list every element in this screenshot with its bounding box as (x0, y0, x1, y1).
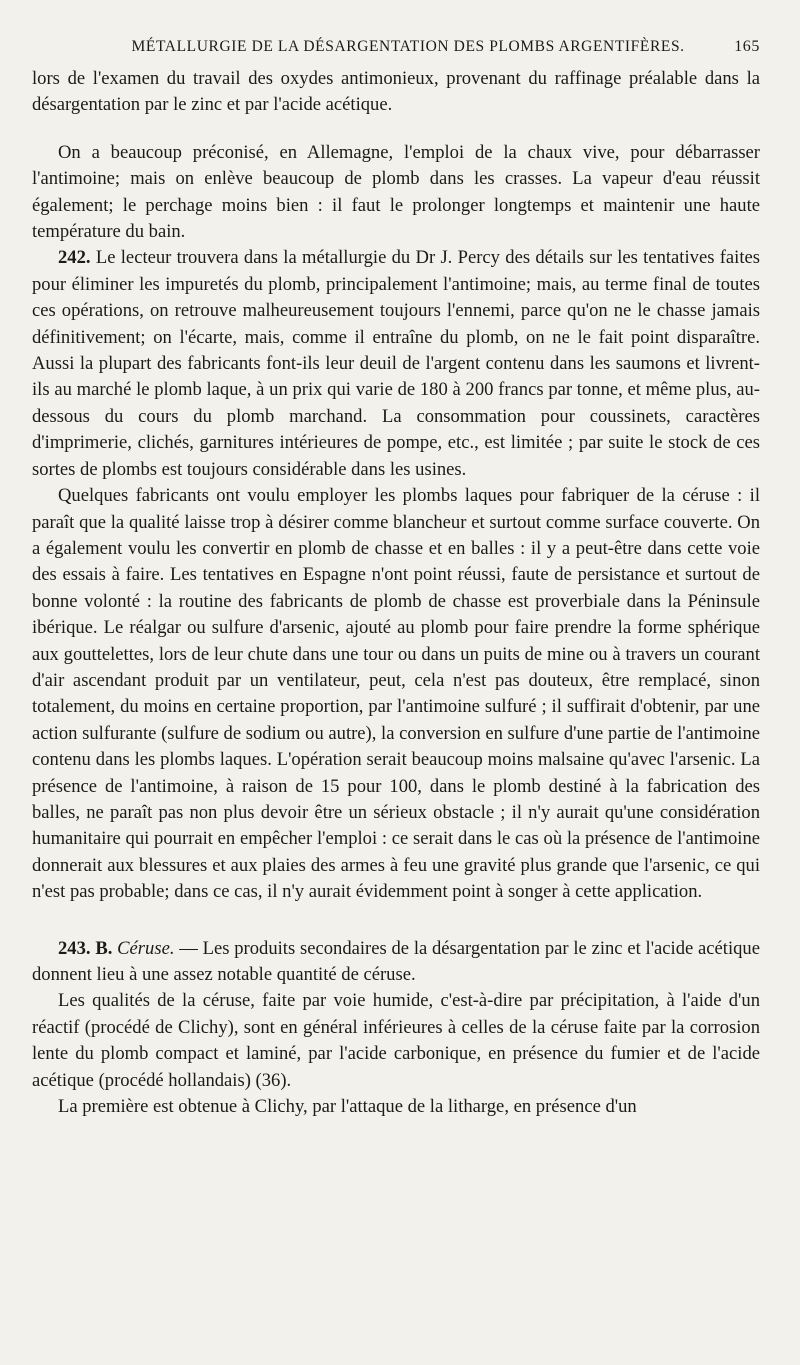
paragraph: On a beaucoup préconisé, en Allemagne, l'emploi de la chaux vive, pour débarrasser l'antimoine; mais on enlève beaucoup de plomb dans les crasses. La vapeur d'eau réussit également; le perchage moins bien : il faut le prolonger longtemps et maintenir une haute température du bain. (32, 141, 760, 243)
running-title: MÉTALLURGIE DE LA DÉSARGENTATION DES PLOMBS ARGENTIFÈRES. (131, 38, 685, 55)
text-body (32, 66, 760, 1120)
paragraph-243 (32, 936, 760, 989)
paragraph: Les qualités de la céruse, faite par voie humide, c'est-à-dire par précipitation, à l'aide d'un réactif (procédé de Clichy), sont en général inférieures à celles de la céruse faite par la corrosion lente du plomb compact et laminé, par l'acide carbonique, en présence du fumier et de l'acide acétique (procédé hollandais) (36). (32, 990, 760, 1091)
paragraph: lors de l'examen du travail des oxydes antimonieux, provenant du raffinage préalable dans la désargentation par le zinc et par l'acide acétique. (32, 68, 760, 116)
paragraph-242 (32, 245, 760, 483)
running-header (32, 38, 760, 56)
paragraph-text: Le lecteur trouvera dans la métallurgie du Dr J. Percy des détails sur les tentatives faites pour éliminer les impuretés du plomb, principalement l'antimoine; mais, au terme final de toutes ces opérations, on retrouve malheureusement toujours l'ennemi, parce qu'on ne le chasse jamais définitivement; on l'écarte, mais, comme il entraîne du plomb, on ne le fait point disparaître. Aussi la plupart des fabricants font-ils leur deuil de l'argent contenu dans les saumons et livrent-ils au marché le plomb laque, à un prix qui varie de 180 à 200 francs par tonne, et même plus, au-dessous du cours du plomb marchand. La consommation pour coussinets, caractères d'imprimerie, clichés, garnitures intérieures de pompe, etc., est limitée ; par suite le stock de ces sortes de plombs est toujours considérable dans les usines. (32, 247, 760, 480)
paragraph: Quelques fabricants ont voulu employer les plombs laques pour fabriquer de la céruse : il paraît que la qualité laisse trop à désirer comme blancheur et surtout comme surface couverte. On a également voulu les convertir en plomb de chasse et en balles : il y a peut-être dans cette voie des essais à faire. Les tentatives en Espagne n'ont point réussi, faute de persistance et surtout de bonne volonté : la routine des fabricants de plomb de chasse est proverbiale dans la Péninsule ibérique. Le réalgar ou sulfure d'arsenic, ajouté au plomb pour faire prendre la forme sphérique aux gouttelettes, lors de leur chute dans une tour ou dans un puits de mine ou à travers un courant d'air ascendant produit par un ventilateur, peut, cela n'est pas douteux, être remplacé, sinon totalement, du moins en certaine proportion, par l'antimoine sulfuré ; il suffirait d'obtenir, par une action sulfurante (sulfure de sodium ou autre), la conversion en sulfure d'une partie de l'antimoine contenu dans les plombs laques. L'opération serait beaucoup moins malsaine qu'avec l'arsenic. La présence de l'antimoine, à raison de 15 pour 100, dans le plomb destiné à la fabrication des balles, ne paraît pas non plus devoir être un sérieux obstacle ; il n'y aurait qu'une considération humanitaire qui pourrait en empêcher l'emploi : ce serait dans le cas où la présence de l'antimoine donnerait aux blessures et aux plaies des armes à feu une gravité plus grande que l'arsenic, ce qui n'est pas probable; dans ce cas, il n'y aurait évidemment point à songer à cette application. (32, 485, 761, 903)
paragraph-text: — Les produits secondaires de la désargentation par le zinc et l'acide acétique donnent lieu à une assez notable quantité de céruse. (32, 937, 760, 985)
section-number: 243. B. (58, 937, 113, 959)
page-number: 165 (734, 38, 760, 55)
section-heading: Céruse. (117, 937, 175, 959)
paragraph: La première est obtenue à Clichy, par l'attaque de la litharge, en présence d'un (58, 1096, 637, 1118)
section-number: 242. (58, 247, 91, 269)
